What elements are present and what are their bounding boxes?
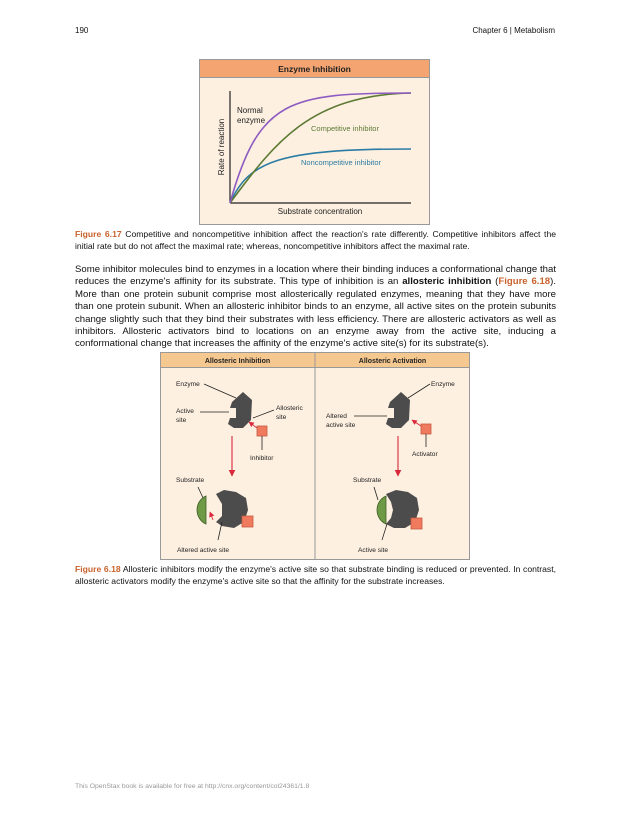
figure-title: Enzyme Inhibition: [278, 64, 351, 74]
activator-molecule: [421, 424, 431, 434]
noncompetitive-label: Noncompetitive inhibitor: [301, 158, 382, 167]
substrate-label: Substrate: [353, 477, 382, 484]
x-axis-label: Substrate concentration: [277, 207, 363, 216]
term-allosteric-inhibition: allosteric inhibition: [402, 276, 492, 288]
activator-label: Activator: [412, 451, 438, 458]
figure-6-17-label: Figure 6.17: [75, 229, 122, 239]
body-paragraph: [75, 264, 556, 351]
chapter-title: Chapter 6 | Metabolism: [472, 26, 555, 35]
inhibitor-molecule: [257, 426, 267, 436]
bound-activator: [411, 518, 422, 529]
normal-enzyme-label: Normal: [237, 106, 263, 115]
allosteric-inhibition-title: Allosteric Inhibition: [204, 358, 271, 365]
inhibitor-label: Inhibitor: [250, 455, 274, 462]
competitive-label: Competitive inhibitor: [311, 124, 379, 133]
figure-panel: [200, 60, 430, 225]
page-number: 190: [75, 26, 89, 35]
enzyme-label: Enzyme: [176, 381, 200, 388]
allosteric-regulation-figure: [160, 352, 470, 560]
page-footer: This OpenStax book is available for free at http://cnx.org/content/col24361/1.8: [75, 783, 310, 790]
figure-6-18-label: Figure 6.18: [75, 564, 121, 574]
altered-active-site-label-2: active site: [326, 422, 356, 429]
substrate-label: Substrate: [176, 477, 205, 484]
altered-active-site-label: Altered active site: [177, 547, 230, 554]
figure-6-17-caption: [75, 229, 556, 252]
enzyme-label: Enzyme: [431, 381, 455, 388]
active-site-label: Active: [176, 408, 194, 415]
figure-6-18-caption-text: Allosteric inhibitors modify the enzyme's active site so that substrate binding is reduced or prevented. In contrast, allosteric activators modify the enzyme's active site so that the affinity for the substrate increases.: [75, 564, 556, 586]
figure-6-17-caption-text: Competitive and noncompetitive inhibition affect the reaction's rate differently. Competitive inhibitors affect the initial rate but do not affect the maximal rate; whereas, noncompetitive inhibitors affect the maximal rate.: [75, 229, 557, 251]
bound-inhibitor: [242, 516, 253, 527]
normal-enzyme-label-2: enzyme: [237, 116, 266, 125]
y-axis-label: Rate of reaction: [217, 118, 226, 176]
enzyme-inhibition-figure: [199, 59, 430, 225]
active-site-label-2: site: [176, 417, 187, 424]
body-text-2: (: [491, 276, 499, 288]
body-text-1: Some inhibitor molecules bind to enzymes in a location where their binding induces a conformational change that reduces the enzyme's affinity for its substrate. This type of inhibition is an: [75, 264, 556, 288]
altered-active-site-label: Altered: [326, 413, 347, 420]
allosteric-activation-title: Allosteric Activation: [358, 358, 427, 365]
figure-6-18-caption: [75, 564, 556, 587]
body-text-3: ). More than one protein subunit comprise most allosterically regulated enzymes, meaning that they have more than one protein subunit. When an allosteric inhibitor binds to an enzyme, all active sites on the protein subunits change slightly such that they bind their substrates with less efficiency. There are allosteric activators as well as inhibitors. Allosteric activators bind to locations on an enzyme away from the active site, inducing a conformational change that increases the affinity of the enzyme's active site(s) for its substrate(s).: [75, 276, 556, 350]
allosteric-site-label: Allosteric: [276, 405, 303, 412]
active-site-label: Active site: [358, 547, 389, 554]
figure-6-18-link[interactable]: Figure 6.18: [498, 276, 551, 288]
allosteric-site-label-2: site: [276, 414, 287, 421]
